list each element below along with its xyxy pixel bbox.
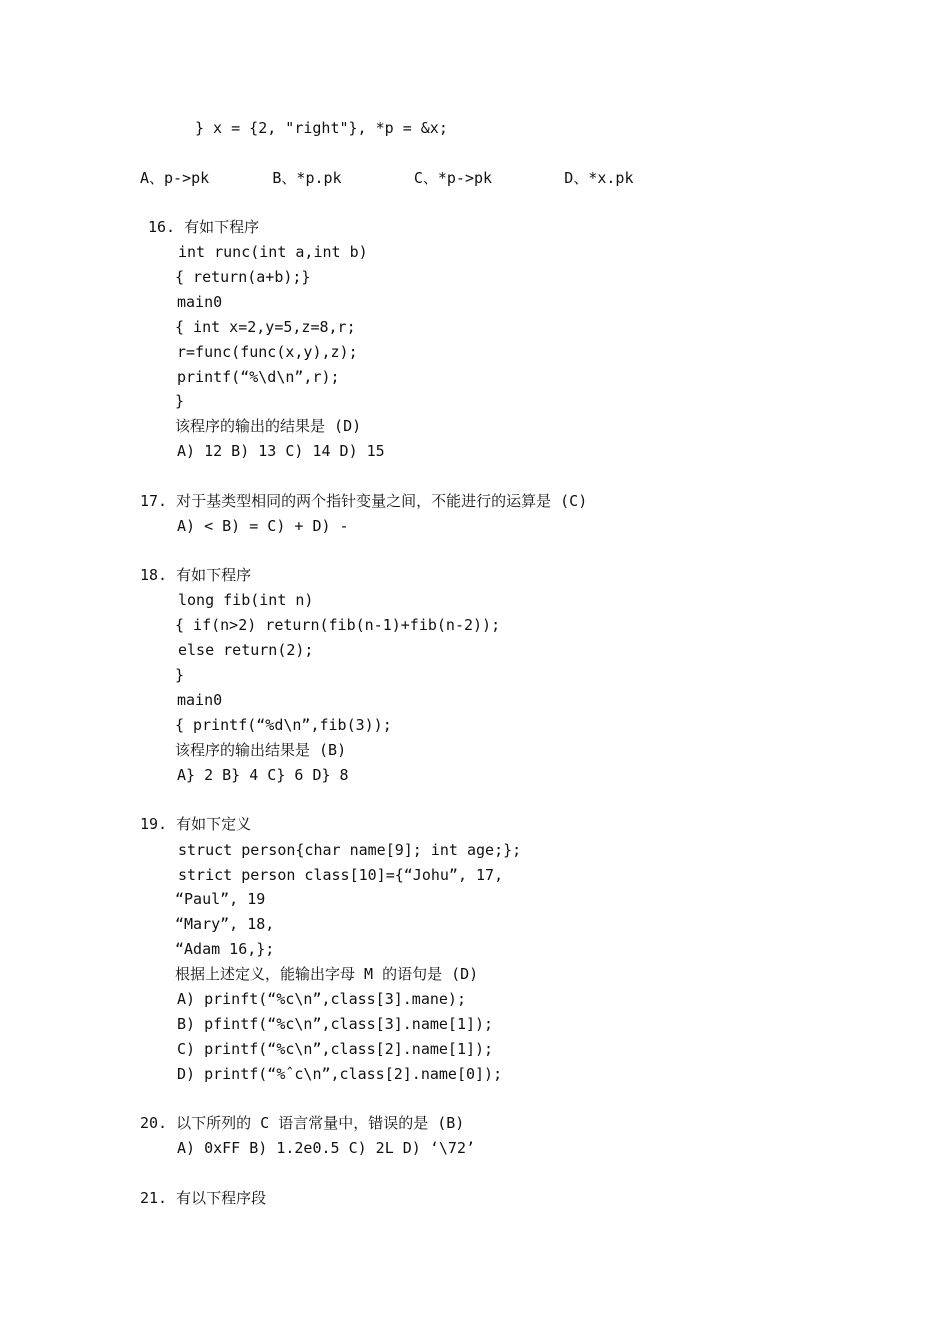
q18-code-line: main0 — [177, 691, 223, 709]
q16-code-line: } — [175, 392, 185, 410]
q16-code-line: main0 — [177, 293, 223, 311]
q18-code-line: { if(n>2) return(fib(n-1)+fib(n-2)); — [175, 616, 501, 634]
q19-stem: 19. 有如下定义 — [140, 815, 252, 833]
q17-stem: 17. 对于基类型相同的两个指针变量之间，不能进行的运算是 (C) — [140, 492, 588, 510]
q20-stem: 20. 以下所列的 C 语言常量中，错误的是 (B) — [140, 1114, 465, 1132]
q19-option: B) pfintf(“%c\n”,class[3].name[1]); — [177, 1015, 494, 1033]
q19-code-line: strict person class[10]={“Johu”, 17, — [178, 866, 504, 884]
q18-code-line: long fib(int n) — [178, 591, 314, 609]
q17-options: A) < B) = C) + D) - — [177, 517, 349, 535]
q19-code-line: struct person{char name[9]; int age;}; — [178, 841, 522, 859]
q19-code-line: “Adam 16,}; — [175, 940, 275, 958]
q19-question: 根据上述定义，能输出字母 M 的语句是 (D) — [175, 965, 479, 983]
q21-stem: 21. 有以下程序段 — [140, 1189, 267, 1207]
q18-options: A} 2 B} 4 C} 6 D} 8 — [177, 766, 349, 784]
q16-code-line: { return(a+b);} — [175, 268, 311, 286]
q16-code-line: printf(“%\d\n”,r); — [177, 368, 340, 386]
q16-code-line: int runc(int a,int b) — [178, 243, 368, 261]
q16-question: 该程序的输出的结果是 (D) — [175, 417, 362, 435]
q19-code-line: “Paul”, 19 — [175, 890, 266, 908]
code-line-struct-init: } x = {2, "right"}, *p = &x; — [195, 119, 448, 137]
q15-options: A、p->pk B、*p.pk C、*p->pk D、*x.pk — [140, 169, 634, 187]
q18-code-line: { printf(“%d\n”,fib(3)); — [175, 716, 392, 734]
q20-options: A) 0xFF B) 1.2e0.5 C) 2L D) ‘\72’ — [177, 1139, 476, 1157]
q19-option: A) prinft(“%c\n”,class[3].mane); — [177, 990, 466, 1008]
q16-options: A) 12 B) 13 C) 14 D) 15 — [177, 442, 385, 460]
q16-code-line: r=func(func(x,y),z); — [177, 343, 358, 361]
q19-code-line: “Mary”, 18, — [175, 915, 275, 933]
q18-code-line: else return(2); — [178, 641, 314, 659]
q16-code-line: { int x=2,y=5,z=8,r; — [175, 318, 356, 336]
q19-option: C) printf(“%c\n”,class[2].name[1]); — [177, 1040, 494, 1058]
q19-option: D) printf(“%ˆc\n”,class[2].name[0]); — [177, 1065, 503, 1083]
q16-stem: 16. 有如下程序 — [148, 218, 260, 236]
q18-question: 该程序的输出结果是 (B) — [175, 741, 347, 759]
q18-code-line: } — [175, 666, 185, 684]
q18-stem: 18. 有如下程序 — [140, 566, 252, 584]
